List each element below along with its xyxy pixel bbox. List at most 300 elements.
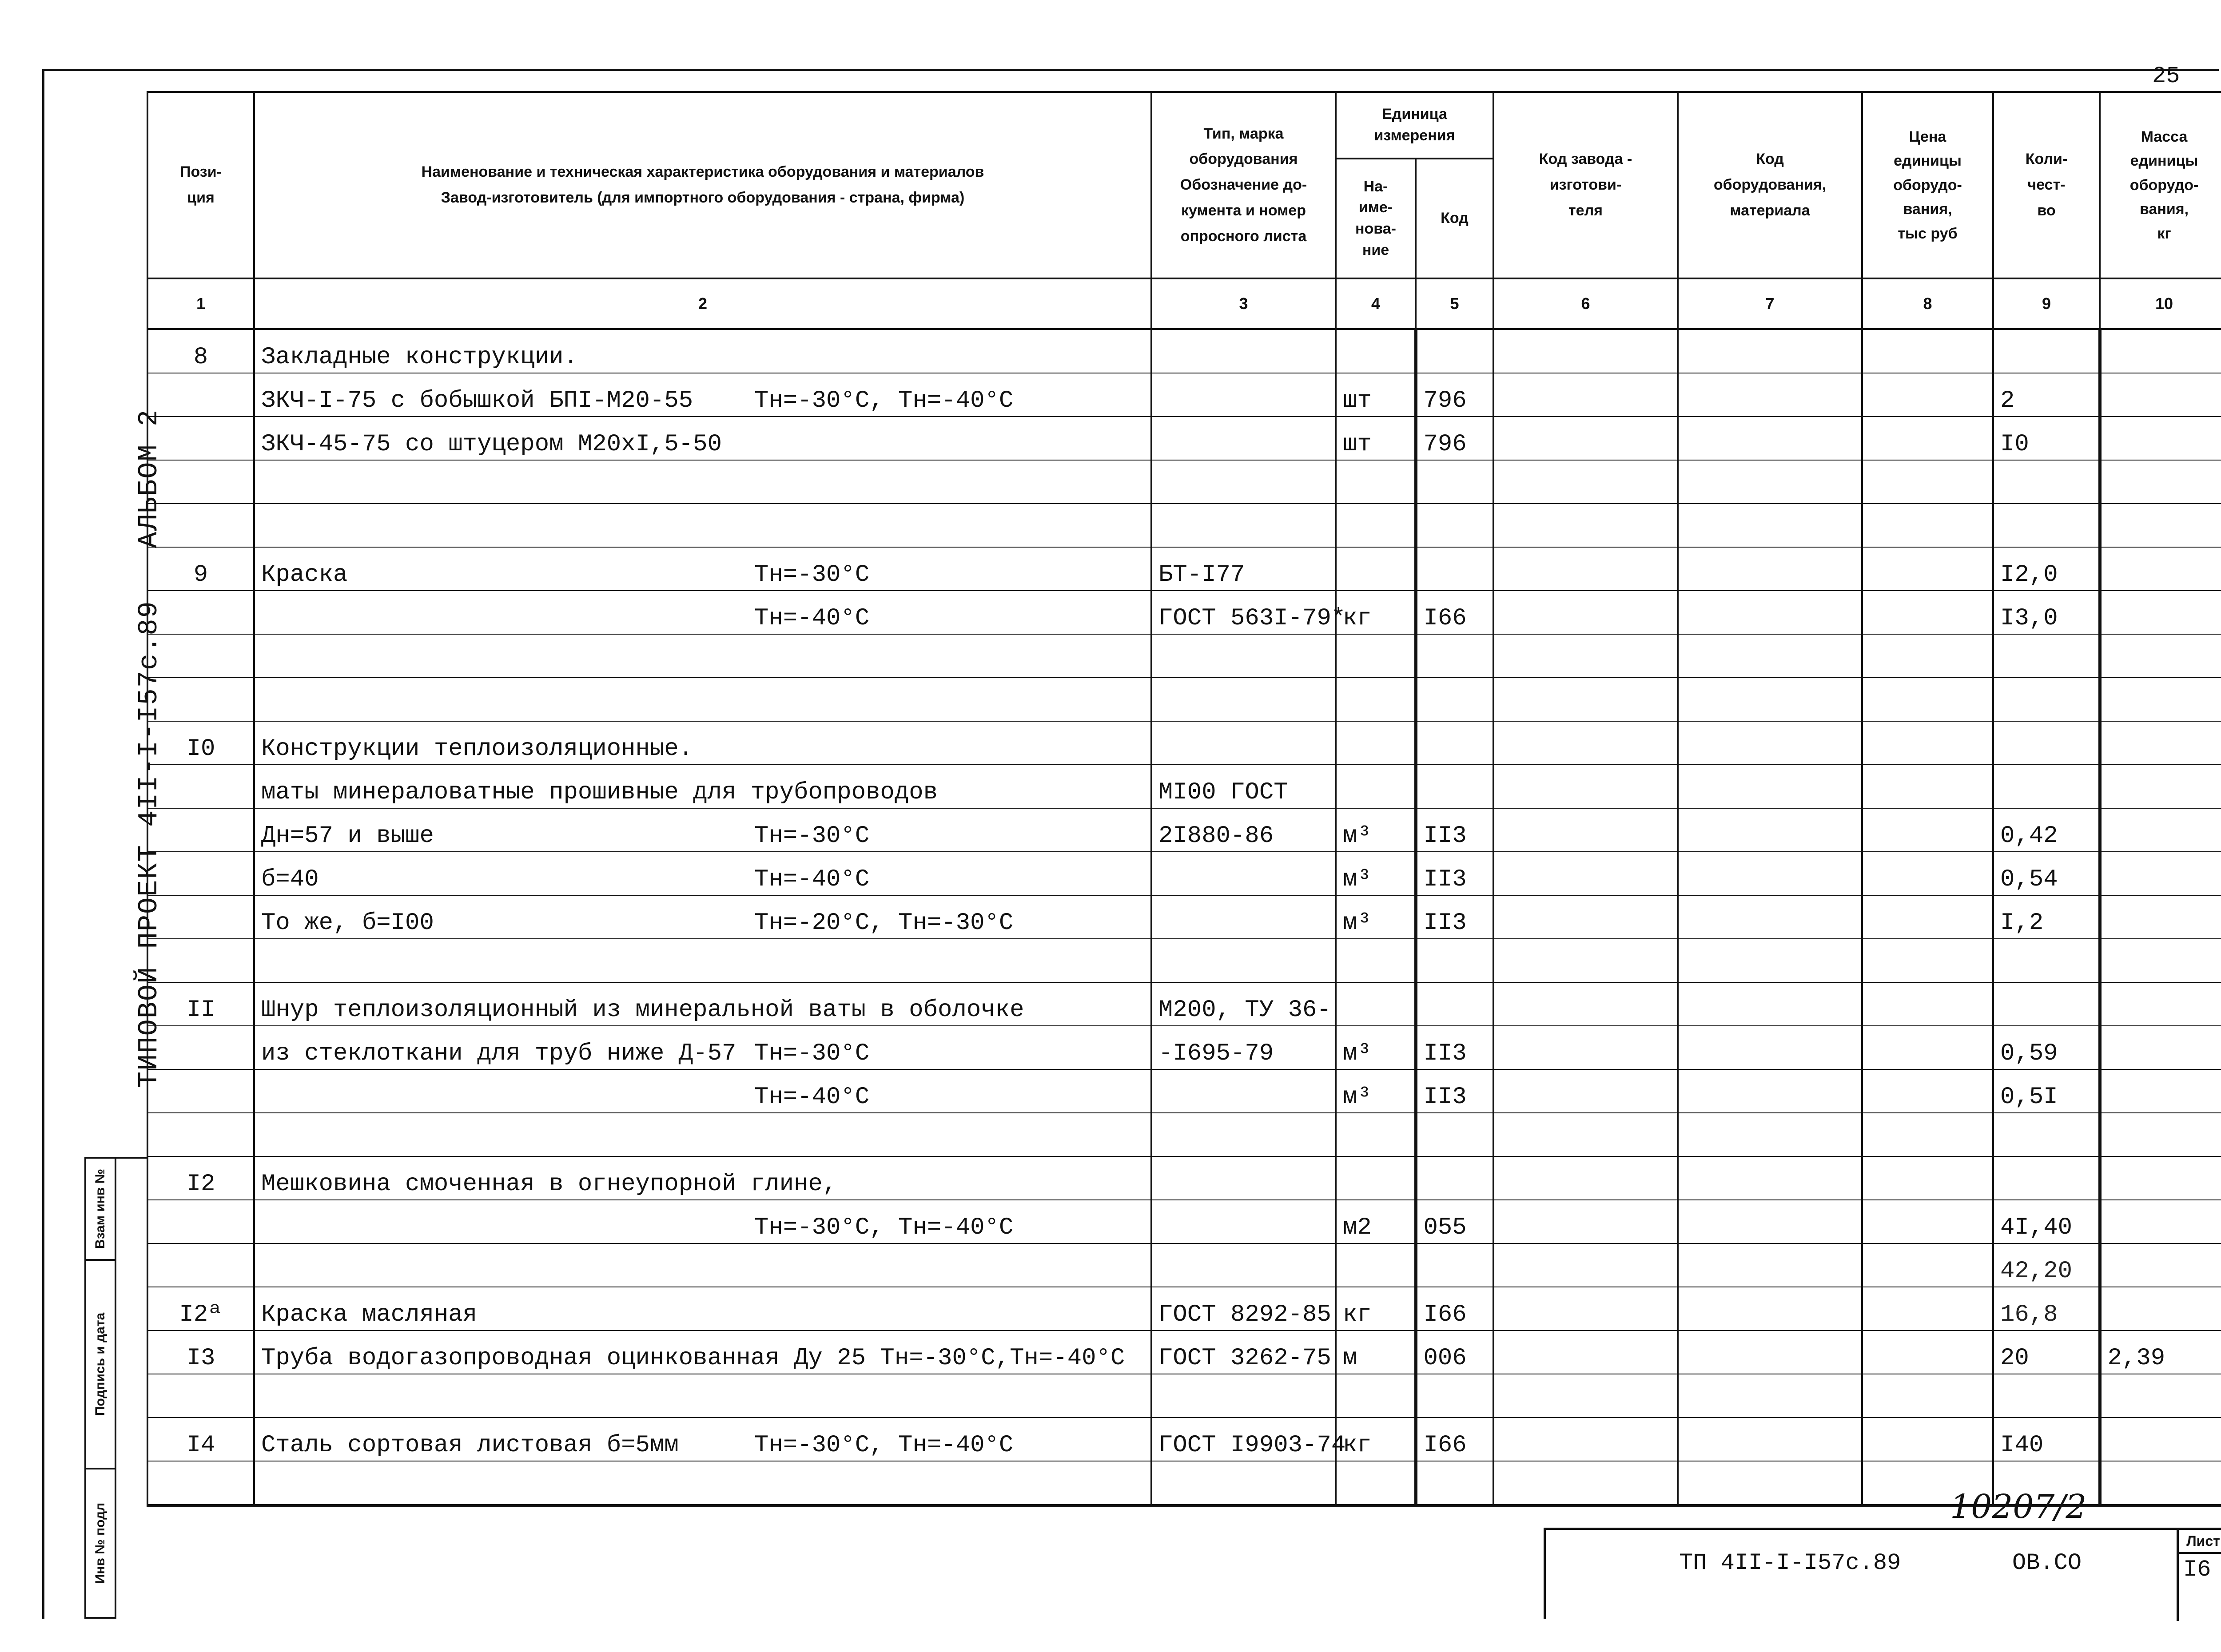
- stamp-cell-signature: [86, 1261, 116, 1469]
- sheet-label: Лист: [2179, 1530, 2221, 1554]
- cell-code: [1416, 547, 1493, 591]
- cell-pos: I0: [147, 721, 254, 765]
- cell-code: [1416, 1156, 1493, 1200]
- cell-unit: м³: [1336, 1026, 1416, 1069]
- cell-mass: [2100, 982, 2221, 1026]
- cell-empty: [1678, 1069, 1862, 1113]
- cell-name: [254, 329, 1151, 373]
- cell-empty: [1862, 765, 1993, 808]
- cell-unit: [1336, 460, 1416, 504]
- table-row: [147, 1113, 2221, 1156]
- cell-type: [1151, 1461, 1336, 1506]
- header-price: Цена единицы оборудо- вания, тыс руб: [1862, 92, 1993, 278]
- item-name: Труба водогазопроводная оцинкованная Ду 25 Тн=-30°С,Тн=-40°С: [261, 1345, 1125, 1372]
- item-name: Мешковина смоченная в огнеупорной глине,: [261, 1171, 837, 1198]
- cell-name: [254, 634, 1151, 678]
- table-row: [147, 1243, 2221, 1287]
- stamp-label-inventory: Инв № подл: [93, 1502, 107, 1584]
- table-row: [147, 808, 2221, 852]
- cell-empty: [1493, 504, 1678, 547]
- cell-name: [254, 1200, 1151, 1243]
- cell-pos: [147, 634, 254, 678]
- specification-body: [147, 329, 2221, 1506]
- table-row: [147, 1287, 2221, 1330]
- cell-pos: [147, 1243, 254, 1287]
- cell-code: [1416, 1113, 1493, 1156]
- cell-empty: [1678, 591, 1862, 634]
- cell-code: II3: [1416, 808, 1493, 852]
- cell-code: 796: [1416, 373, 1493, 417]
- item-condition: Тн=-40°С: [754, 866, 870, 893]
- cell-type: [1151, 721, 1336, 765]
- cell-name: [254, 1287, 1151, 1330]
- cell-type: [1151, 1200, 1336, 1243]
- cell-empty: [1862, 460, 1993, 504]
- cell-empty: [1493, 678, 1678, 721]
- cell-qty: [1993, 1113, 2100, 1156]
- cell-mass: [2100, 460, 2221, 504]
- cell-name: [254, 1330, 1151, 1374]
- item-name: Сталь сортовая листовая б=5мм: [261, 1432, 679, 1459]
- cell-pos: [147, 373, 254, 417]
- cell-qty: 2: [1993, 373, 2100, 417]
- cell-empty: [1862, 808, 1993, 852]
- header-unit-group: Единица измерения: [1336, 92, 1493, 159]
- cell-name: [254, 1069, 1151, 1113]
- item-condition: Тн=-40°С: [754, 1084, 870, 1111]
- item-name: маты минераловатные прошивные для трубопроводов: [261, 779, 938, 806]
- cell-qty: 0,54: [1993, 852, 2100, 895]
- handwritten-doc-number: 10207/2: [1950, 1488, 2087, 1526]
- item-condition: Тн=-30°С: [754, 561, 870, 588]
- table-row: [147, 1156, 2221, 1200]
- cell-empty: [1862, 1287, 1993, 1330]
- table-row: [147, 1461, 2221, 1506]
- cell-code: [1416, 1243, 1493, 1287]
- cell-code: [1416, 678, 1493, 721]
- table-row: [147, 721, 2221, 765]
- colnum-7: 7: [1678, 278, 1862, 329]
- cell-qty: [1993, 460, 2100, 504]
- header-name: Наименование и техническая характеристика оборудования и материалов Завод-изготовитель (для импортного оборудования - страна, фирма): [254, 92, 1151, 278]
- cell-empty: [1493, 591, 1678, 634]
- cell-type: [1151, 895, 1336, 939]
- cell-empty: [1678, 373, 1862, 417]
- cell-code: II3: [1416, 1069, 1493, 1113]
- cell-unit: м³: [1336, 1069, 1416, 1113]
- cell-qty: [1993, 504, 2100, 547]
- cell-name: [254, 417, 1151, 460]
- cell-mass: [2100, 765, 2221, 808]
- cell-type: М200, ТУ 36-: [1151, 982, 1336, 1026]
- table-row: [147, 1374, 2221, 1418]
- cell-empty: [1862, 1200, 1993, 1243]
- cell-mass: [2100, 1374, 2221, 1418]
- cell-type: [1151, 1069, 1336, 1113]
- cell-pos: [147, 852, 254, 895]
- cell-empty: [1678, 852, 1862, 895]
- cell-code: [1416, 504, 1493, 547]
- stamp-cell-replacement: [86, 1159, 116, 1261]
- cell-pos: I3: [147, 1330, 254, 1374]
- cell-type: [1151, 1113, 1336, 1156]
- cell-empty: [1678, 1200, 1862, 1243]
- cell-empty: [1493, 634, 1678, 678]
- cell-unit: [1336, 1461, 1416, 1506]
- header-type: Тип, марка оборудования Обозначение до- кумента и номер опросного листа: [1151, 92, 1336, 278]
- cell-unit: [1336, 1243, 1416, 1287]
- cell-mass: [2100, 1156, 2221, 1200]
- cell-mass: [2100, 808, 2221, 852]
- cell-empty: [1678, 460, 1862, 504]
- cell-type: [1151, 417, 1336, 460]
- cell-pos: [147, 895, 254, 939]
- cell-empty: [1862, 634, 1993, 678]
- title-block-mark: ОВ.СО: [2012, 1550, 2082, 1576]
- cell-mass: [2100, 895, 2221, 939]
- cell-empty: [1678, 1113, 1862, 1156]
- cell-empty: [1678, 1418, 1862, 1461]
- cell-pos: II: [147, 982, 254, 1026]
- cell-pos: I2ª: [147, 1287, 254, 1330]
- cell-qty: [1993, 678, 2100, 721]
- table-row: [147, 504, 2221, 547]
- cell-empty: [1678, 895, 1862, 939]
- cell-unit: м³: [1336, 895, 1416, 939]
- cell-pos: [147, 1113, 254, 1156]
- side-title: ТИПОВОЙ ПРОЕКТ 4II-I-I57с.89 АЛЬБОМ 2: [133, 409, 165, 1088]
- cell-empty: [1678, 504, 1862, 547]
- cell-type: БТ-I77: [1151, 547, 1336, 591]
- item-condition: Тн=-30°С: [754, 1040, 870, 1067]
- cell-empty: [1493, 808, 1678, 852]
- cell-unit: шт: [1336, 417, 1416, 460]
- cell-mass: [2100, 634, 2221, 678]
- colnum-3: 3: [1151, 278, 1336, 329]
- cell-type: [1151, 504, 1336, 547]
- title-block: [1544, 1528, 2221, 1619]
- table-row: [147, 591, 2221, 634]
- header-unit-name: На- име- нова- ние: [1336, 159, 1416, 278]
- cell-empty: [1678, 678, 1862, 721]
- cell-name: [254, 939, 1151, 982]
- cell-qty: [1993, 982, 2100, 1026]
- colnum-9: 9: [1993, 278, 2100, 329]
- cell-empty: [1493, 1026, 1678, 1069]
- cell-unit: [1336, 504, 1416, 547]
- cell-type: [1151, 460, 1336, 504]
- cell-qty: I2,0: [1993, 547, 2100, 591]
- cell-unit: м2: [1336, 1200, 1416, 1243]
- cell-empty: [1678, 329, 1862, 373]
- cell-code: I66: [1416, 591, 1493, 634]
- cell-empty: [1862, 939, 1993, 982]
- cell-mass: [2100, 1200, 2221, 1243]
- cell-unit: [1336, 1113, 1416, 1156]
- cell-empty: [1493, 417, 1678, 460]
- cell-empty: [1678, 982, 1862, 1026]
- cell-name: [254, 1156, 1151, 1200]
- cell-empty: [1862, 504, 1993, 547]
- cell-code: [1416, 939, 1493, 982]
- cell-mass: [2100, 417, 2221, 460]
- cell-pos: [147, 504, 254, 547]
- cell-mass: [2100, 1113, 2221, 1156]
- cell-type: [1151, 678, 1336, 721]
- cell-pos: [147, 1200, 254, 1243]
- cell-type: [1151, 634, 1336, 678]
- cell-unit: [1336, 721, 1416, 765]
- cell-empty: [1493, 1418, 1678, 1461]
- cell-empty: [1678, 1243, 1862, 1287]
- colnum-8: 8: [1862, 278, 1993, 329]
- cell-empty: [1862, 1156, 1993, 1200]
- cell-unit: [1336, 939, 1416, 982]
- cell-empty: [1493, 1156, 1678, 1200]
- cell-unit: м³: [1336, 808, 1416, 852]
- cell-qty: 0,5I: [1993, 1069, 2100, 1113]
- cell-name: [254, 765, 1151, 808]
- cell-qty: [1993, 329, 2100, 373]
- cell-pos: [147, 460, 254, 504]
- cell-empty: [1862, 1026, 1993, 1069]
- item-condition: Тн=-40°С: [754, 605, 870, 632]
- cell-empty: [1678, 1374, 1862, 1418]
- cell-empty: [1862, 678, 1993, 721]
- cell-qty: I0: [1993, 417, 2100, 460]
- cell-type: ГОСТ 3262-75: [1151, 1330, 1336, 1374]
- cell-empty: [1678, 721, 1862, 765]
- item-name: Закладные конструкции.: [261, 344, 578, 371]
- cell-code: II3: [1416, 1026, 1493, 1069]
- cell-pos: [147, 765, 254, 808]
- cell-type: ГОСТ 8292-85: [1151, 1287, 1336, 1330]
- header-quantity: Коли- чест- во: [1993, 92, 2100, 278]
- cell-pos: 8: [147, 329, 254, 373]
- cell-unit: [1336, 1156, 1416, 1200]
- colnum-10: 10: [2100, 278, 2221, 329]
- cell-name: [254, 895, 1151, 939]
- item-name: Дн=57 и выше: [261, 822, 434, 850]
- cell-empty: [1862, 1069, 1993, 1113]
- cell-empty: [1493, 329, 1678, 373]
- cell-empty: [1493, 1200, 1678, 1243]
- cell-pos: I4: [147, 1418, 254, 1461]
- cell-type: 2I880-86: [1151, 808, 1336, 852]
- cell-qty: [1993, 1156, 2100, 1200]
- cell-name: [254, 1461, 1151, 1506]
- cell-empty: [1862, 1243, 1993, 1287]
- item-condition: Тн=-20°С, Тн=-30°С: [754, 909, 1014, 937]
- cell-empty: [1862, 852, 1993, 895]
- cell-empty: [1493, 721, 1678, 765]
- cell-empty: [1493, 1461, 1678, 1506]
- table-row: [147, 1069, 2221, 1113]
- cell-code: II3: [1416, 895, 1493, 939]
- cell-mass: [2100, 1287, 2221, 1330]
- item-name: Краска: [261, 561, 348, 588]
- cell-empty: [1493, 1243, 1678, 1287]
- cell-qty: [1993, 634, 2100, 678]
- cell-pos: [147, 1374, 254, 1418]
- table-row: [147, 765, 2221, 808]
- cell-type: [1151, 939, 1336, 982]
- colnum-6: 6: [1493, 278, 1678, 329]
- column-number-row: [147, 278, 2221, 329]
- cell-empty: [1493, 1287, 1678, 1330]
- cell-name: [254, 591, 1151, 634]
- cell-pos: [147, 678, 254, 721]
- cell-mass: [2100, 504, 2221, 547]
- cell-code: [1416, 1461, 1493, 1506]
- cell-qty: 0,42: [1993, 808, 2100, 852]
- cell-name: [254, 1374, 1151, 1418]
- cell-unit: кг: [1336, 1287, 1416, 1330]
- cell-name: [254, 982, 1151, 1026]
- cell-type: МI00 ГОСТ: [1151, 765, 1336, 808]
- cell-code: 796: [1416, 417, 1493, 460]
- cell-qty: 16,8: [1993, 1287, 2100, 1330]
- cell-unit: кг: [1336, 591, 1416, 634]
- cell-qty: I,2: [1993, 895, 2100, 939]
- table-row: [147, 982, 2221, 1026]
- header-unit-code: Код: [1416, 159, 1493, 278]
- cell-name: [254, 373, 1151, 417]
- cell-type: ГОСТ 563I-79*: [1151, 591, 1336, 634]
- stamp-label-signature: Подпись и дата: [93, 1312, 107, 1416]
- cell-mass: [2100, 373, 2221, 417]
- cell-pos: [147, 939, 254, 982]
- cell-empty: [1493, 547, 1678, 591]
- cell-name: [254, 678, 1151, 721]
- cell-name: [254, 547, 1151, 591]
- cell-name: [254, 1243, 1151, 1287]
- header-plant-code: Код завода - изготови- теля: [1493, 92, 1678, 278]
- cell-mass: [2100, 939, 2221, 982]
- cell-unit: [1336, 634, 1416, 678]
- cell-empty: [1493, 982, 1678, 1026]
- cell-unit: [1336, 1374, 1416, 1418]
- cell-code: [1416, 765, 1493, 808]
- cell-unit: м³: [1336, 852, 1416, 895]
- cell-code: II3: [1416, 852, 1493, 895]
- cell-pos: [147, 417, 254, 460]
- cell-pos: [147, 591, 254, 634]
- cell-type: [1151, 329, 1336, 373]
- cell-unit: [1336, 547, 1416, 591]
- cell-mass: [2100, 1418, 2221, 1461]
- cell-mass: [2100, 591, 2221, 634]
- cell-type: -I695-79: [1151, 1026, 1336, 1069]
- cell-pos: [147, 1461, 254, 1506]
- cell-mass: [2100, 1069, 2221, 1113]
- cell-type: [1151, 1156, 1336, 1200]
- table-row: [147, 634, 2221, 678]
- item-condition: Тн=-30°С, Тн=-40°С: [754, 1432, 1014, 1459]
- cell-empty: [1493, 373, 1678, 417]
- colnum-5: 5: [1416, 278, 1493, 329]
- item-name: Шнур теплоизоляционный из минеральной ваты в оболочке: [261, 997, 1024, 1024]
- item-name: То же, б=I00: [261, 909, 434, 937]
- cell-empty: [1678, 939, 1862, 982]
- cell-mass: [2100, 1243, 2221, 1287]
- cell-qty: 20: [1993, 1330, 2100, 1374]
- item-condition: Тн=-30°С: [754, 822, 870, 850]
- cell-code: 055: [1416, 1200, 1493, 1243]
- cell-type: [1151, 852, 1336, 895]
- table-row: [147, 1330, 2221, 1374]
- cell-type: [1151, 1374, 1336, 1418]
- cell-code: [1416, 721, 1493, 765]
- cell-empty: [1862, 982, 1993, 1026]
- cell-code: [1416, 329, 1493, 373]
- cell-name: [254, 1026, 1151, 1069]
- colnum-2: 2: [254, 278, 1151, 329]
- cell-mass: [2100, 1461, 2221, 1506]
- table-row: [147, 417, 2221, 460]
- item-name: ЗКЧ-45-75 со штуцером М20хI,5-50: [261, 431, 722, 458]
- cell-empty: [1678, 1461, 1862, 1506]
- cell-name: [254, 852, 1151, 895]
- cell-mass: 2,39: [2100, 1330, 2221, 1374]
- cell-empty: [1493, 1069, 1678, 1113]
- cell-name: [254, 1113, 1151, 1156]
- item-condition: Тн=-30°С, Тн=-40°С: [754, 387, 1014, 414]
- cell-empty: [1678, 1287, 1862, 1330]
- cell-empty: [1493, 852, 1678, 895]
- cell-qty: 4I,40: [1993, 1200, 2100, 1243]
- cell-mass: [2100, 547, 2221, 591]
- title-block-code: ТП 4II-I-I57с.89: [1679, 1550, 1901, 1576]
- table-row: [147, 895, 2221, 939]
- item-name: ЗКЧ-I-75 с бобышкой БПI-М20-55: [261, 387, 693, 414]
- cell-mass: [2100, 1026, 2221, 1069]
- table-row: [147, 329, 2221, 373]
- cell-empty: [1862, 329, 1993, 373]
- item-name: из стеклоткани для труб ниже Д-57: [261, 1040, 736, 1067]
- cell-empty: [1678, 1026, 1862, 1069]
- cell-mass: [2100, 329, 2221, 373]
- cell-name: [254, 721, 1151, 765]
- cell-qty: [1993, 721, 2100, 765]
- cell-mass: [2100, 852, 2221, 895]
- item-name: Конструкции теплоизоляционные.: [261, 735, 693, 762]
- cell-code: I66: [1416, 1418, 1493, 1461]
- cell-qty: [1993, 765, 2100, 808]
- cell-unit: [1336, 982, 1416, 1026]
- cell-empty: [1493, 460, 1678, 504]
- table-row: [147, 460, 2221, 504]
- cell-empty: [1678, 634, 1862, 678]
- cell-empty: [1862, 417, 1993, 460]
- cell-unit: кг: [1336, 1418, 1416, 1461]
- cell-empty: [1862, 1374, 1993, 1418]
- cell-code: I66: [1416, 1287, 1493, 1330]
- cell-empty: [1678, 547, 1862, 591]
- cell-unit: шт: [1336, 373, 1416, 417]
- cell-empty: [1493, 1374, 1678, 1418]
- stamp-label-replacement: Взам инв №: [93, 1168, 107, 1249]
- cell-empty: [1862, 1418, 1993, 1461]
- cell-qty: [1993, 939, 2100, 982]
- cell-qty: I3,0: [1993, 591, 2100, 634]
- cell-empty: [1493, 895, 1678, 939]
- cell-code: 006: [1416, 1330, 1493, 1374]
- cell-qty: [1993, 1374, 2100, 1418]
- cell-empty: [1678, 765, 1862, 808]
- specification-table: [147, 91, 2221, 1507]
- cell-code: [1416, 982, 1493, 1026]
